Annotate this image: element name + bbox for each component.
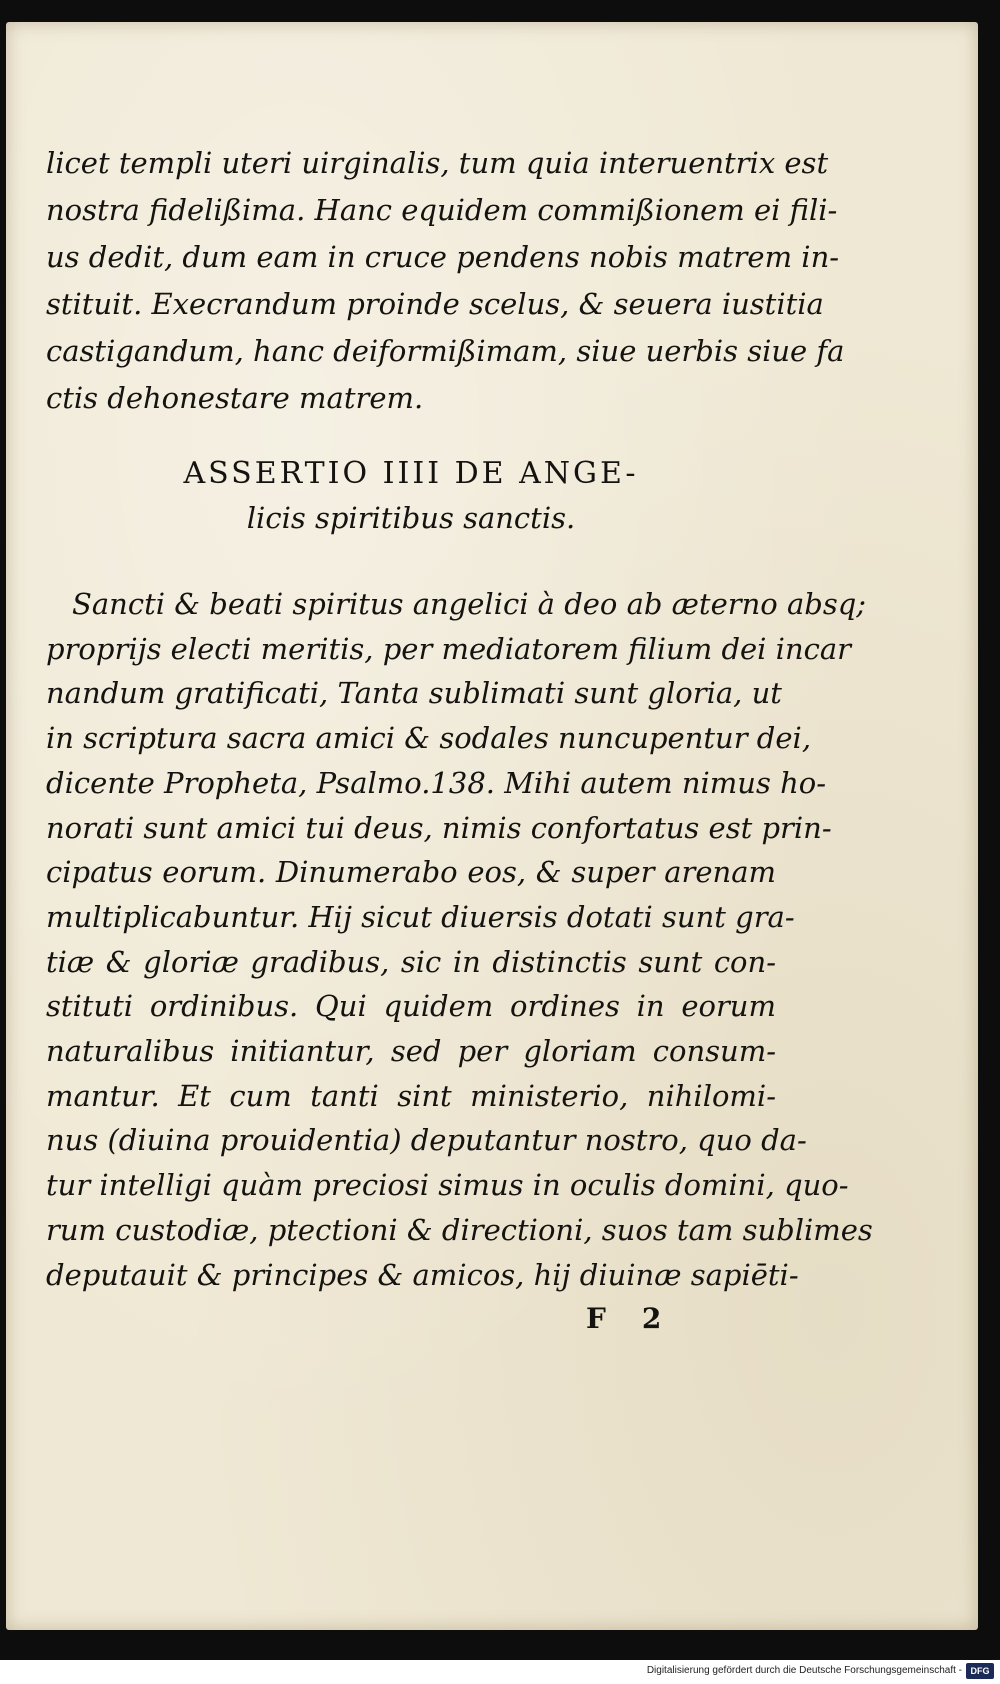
text-line: deputauit & principes & amicos, hij diuinæ sapiēti- — [46, 1257, 799, 1292]
text-line: norati sunt amici tui deus, nimis confortatus est prin- — [46, 810, 832, 845]
text-line: nus (diuina prouidentia) deputantur nostro, quo da- — [46, 1123, 807, 1158]
heading-line-1: ASSERTIO IIII DE ANGE- — [183, 456, 639, 491]
text-line: tiæ & gloriæ gradibus, sic in distinctis sunt con- — [46, 944, 776, 979]
text-line: castigandum, hanc deiformißimam, siue uerbis siue fa — [46, 334, 845, 368]
dfg-logo-icon: DFG — [966, 1663, 994, 1679]
paragraph-2 — [46, 582, 873, 1297]
text-line: us dedit, dum eam in cruce pendens nobis matrem in- — [46, 240, 840, 274]
text-line: stituti ordinibus. Qui quidem ordines in eorum — [46, 989, 776, 1024]
text-line: ctis dehonestare matrem. — [46, 381, 424, 415]
signature-number: 2 — [641, 1302, 662, 1335]
text-line: mantur. Et cum tanti sint ministerio, nihilomi- — [46, 1078, 776, 1113]
text-line: Sancti & beati spiritus angelici à deo ab æterno absq; — [72, 587, 867, 621]
text-line: tur intelligi quàm preciosi simus in oculis domini, quo- — [46, 1168, 849, 1203]
text-line: cipatus eorum. Dinumerabo eos, & super arenam — [46, 855, 776, 890]
text-line: rum custodiæ, ptectioni & directioni, suos tam sublimes — [46, 1212, 873, 1247]
signature-letter: F — [586, 1302, 606, 1335]
text-line: in scriptura sacra amici & sodales nuncupentur dei, — [46, 721, 812, 756]
book-page — [6, 22, 978, 1630]
text-line: multiplicabuntur. Hij sicut diuersis dotati sunt gra- — [46, 899, 795, 934]
text-line: proprijs electi meritis, per mediatorem filium dei incar — [46, 631, 852, 666]
section-heading — [46, 452, 776, 540]
funding-credit: Digitalisierung gefördert durch die Deutsche Forschungsgemeinschaft - — [646, 1665, 962, 1676]
footer-bar — [0, 1660, 1000, 1684]
text-line: nostra fidelißima. Hanc equidem commißionem ei fili- — [46, 193, 838, 227]
text-line: licet templi uteri uirginalis, tum quia interuentrix est — [46, 146, 829, 180]
text-line: nandum gratificati, Tanta sublimati sunt gloria, ut — [46, 676, 782, 711]
text-line: stituit. Execrandum proinde scelus, & seuera iustitia — [46, 287, 824, 321]
text-line: naturalibus initiantur, sed per gloriam consum- — [46, 1034, 776, 1069]
text-line: dicente Propheta, Psalmo.138. Mihi autem nimus ho- — [46, 765, 827, 800]
paragraph-1 — [46, 140, 845, 422]
signature-mark — [586, 1302, 697, 1335]
heading-line-2: licis spiritibus sanctis. — [246, 501, 576, 535]
